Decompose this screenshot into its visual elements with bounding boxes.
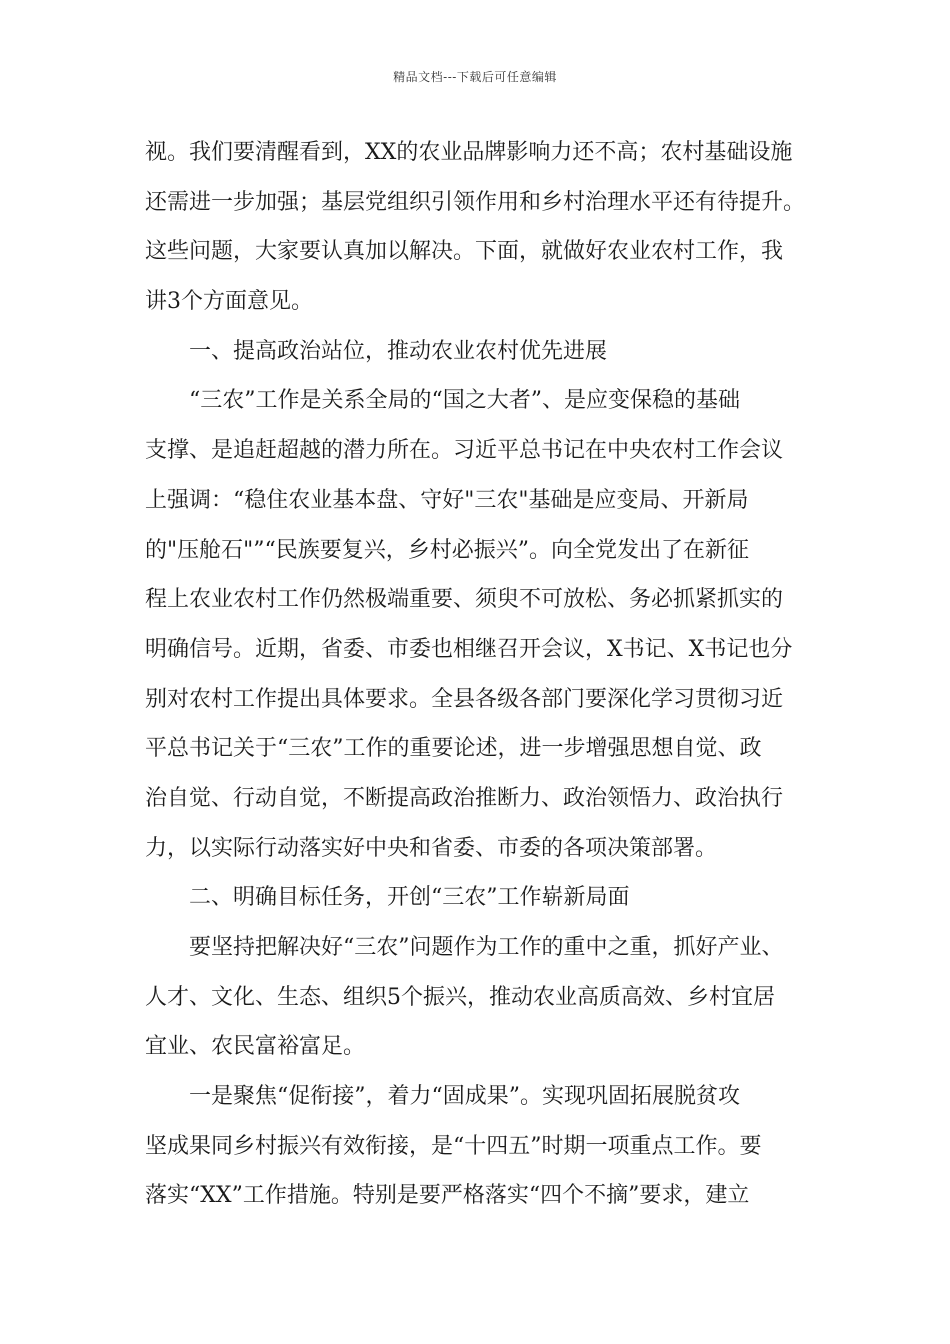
text-line: 力，以实际行动落实好中央和省委、市委的各项决策部署。 xyxy=(145,835,718,861)
text-line: 上强调：“稳住农业基本盘、守好"三农"基础是应变局、开新局 xyxy=(145,487,749,513)
text-line: 坚成果同乡村振兴有效衔接，是“十四五”时期一项重点工作。要 xyxy=(145,1133,762,1159)
text-line: 一是聚焦“促衔接”，着力“固成果”。实现巩固拓展脱贫攻 xyxy=(189,1084,740,1110)
text-line: 治自觉、行动自觉，不断提高政治推断力、政治领悟力、政治执行 xyxy=(145,785,784,811)
document-body xyxy=(145,128,815,1221)
section-heading-1: 一、提高政治站位，推动农业农村优先进展 xyxy=(189,338,608,364)
section-heading-2: 二、明确目标任务，开创“三农”工作崭新局面 xyxy=(189,885,630,911)
text-line: 明确信号。近期，省委、市委也相继召开会议，X书记、X书记也分 xyxy=(145,636,793,662)
text-line: 落实“XX”工作措施。特别是要严格落实“四个不摘”要求，建立 xyxy=(145,1183,750,1209)
text-line: 这些问题，大家要认真加以解决。下面，就做好农业农村工作，我 xyxy=(145,239,784,265)
text-line: 讲3个方面意见。 xyxy=(145,289,313,315)
text-line: 视。我们要清醒看到，XX的农业品牌影响力还不高；农村基础设施 xyxy=(145,140,793,165)
text-line: 程上农业农村工作仍然极端重要、须臾不可放松、务必抓紧抓实的 xyxy=(145,587,784,613)
page-header: 精品文档---下载后可任意编辑 xyxy=(393,70,557,84)
text-line: 人才、文化、生态、组织5个振兴，推动农业高质高效、乡村宜居 xyxy=(145,984,775,1010)
text-line: 平总书记关于“三农”工作的重要论述，进一步增强思想自觉、政 xyxy=(145,736,762,762)
text-line: “三农”工作是关系全局的“国之大者”、是应变保稳的基础 xyxy=(189,388,740,414)
text-line: 要坚持把解决好“三农”问题作为工作的重中之重，抓好产业、 xyxy=(189,935,784,960)
text-line: 还需进一步加强；基层党组织引领作用和乡村治理水平还有待提升。 xyxy=(145,189,806,215)
text-line: 别对农村工作提出具体要求。全县各级各部门要深化学习贯彻习近 xyxy=(145,686,784,712)
text-line: 宜业、农民富裕富足。 xyxy=(145,1034,366,1060)
text-line: 的"压舱石"”“民族要复兴，乡村必振兴”。向全党发出了在新征 xyxy=(145,537,749,563)
text-line: 支撑、是追赶超越的潜力所在。习近平总书记在中央农村工作会议 xyxy=(145,438,784,464)
